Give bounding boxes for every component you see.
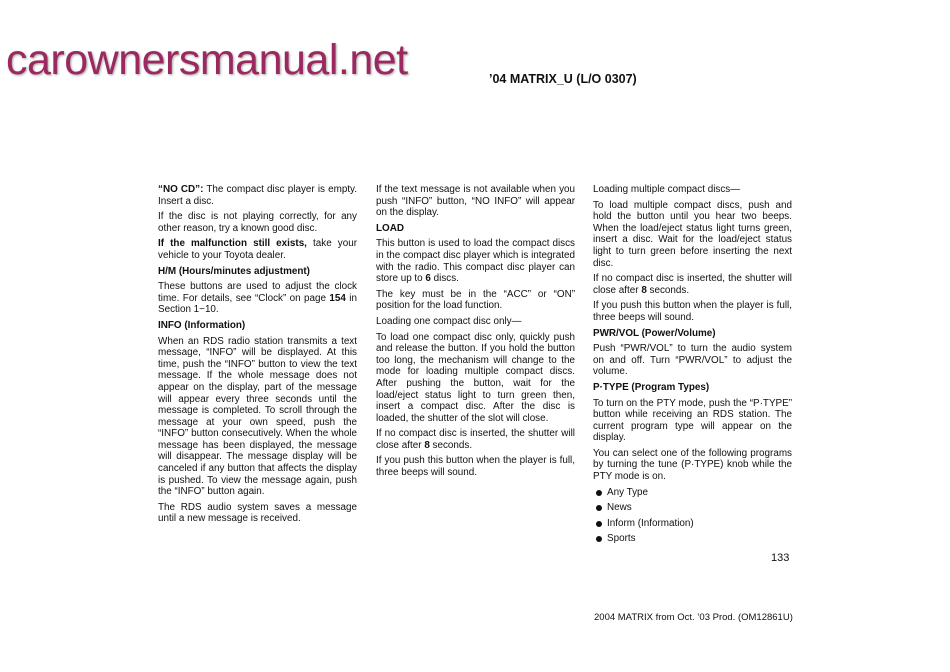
number: 8 — [641, 284, 647, 296]
paragraph: If you push this button when the player is full, three beeps will sound. — [376, 455, 575, 479]
paragraph — [158, 184, 357, 207]
section-heading: INFO (Information) — [158, 319, 246, 331]
text: seconds. — [646, 284, 690, 296]
list-item — [593, 487, 792, 499]
page-reference: 154 — [329, 292, 346, 304]
list-item — [593, 533, 792, 545]
bullet-icon — [596, 536, 602, 542]
list-item-label: Any Type — [607, 486, 648, 498]
paragraph — [158, 238, 357, 261]
column-2 — [376, 184, 575, 483]
text: seconds. — [429, 439, 473, 451]
page-footer: 2004 MATRIX from Oct. ’03 Prod. (OM12861U) — [594, 612, 793, 623]
column-1 — [158, 184, 357, 529]
text: discs. — [430, 273, 459, 285]
paragraph: When an RDS radio station transmits a text message, “INFO” will be displayed. At this time, push the “INFO” button to view the text message. If the whole message does not appear on the display, part of the message will appear every three seconds until the message is completed. To scroll through the message at your own speed, push the “INFO” button consecutively. When the whole message has been displayed, the message will disappear. The message display will be canceled if any button that affects the display is pushed. To view the message again, push the “INFO” button again. — [158, 335, 357, 498]
paragraph — [593, 273, 792, 296]
bullet-icon — [596, 490, 602, 496]
paragraph: If the disc is not playing correctly, for any other reason, try a known good disc. — [158, 211, 357, 234]
number: 8 — [424, 439, 430, 451]
list-item-label: News — [607, 502, 632, 514]
page-header: ’04 MATRIX_U (L/O 0307) — [489, 72, 637, 86]
bullet-icon — [596, 521, 602, 527]
text: This button is used to load the compact discs in the compact disc player which is integrated with the radio. This compact disc player can store up to — [376, 238, 575, 285]
paragraph: Loading one compact disc only— — [376, 315, 522, 327]
text: These buttons are used to adjust the clock time. For details, see “Clock” on page — [158, 281, 357, 304]
paragraph: To load multiple compact discs, push and hold the button until you hear two beeps. When the load/eject status light turns green, insert a disc. Wait for the load/eject status light to turn green before inserting the next disc. — [593, 199, 792, 269]
paragraph — [376, 238, 575, 284]
list-item-label: Sports — [607, 533, 636, 545]
section-heading: H/M (Hours/minutes adjustment) — [158, 265, 310, 277]
text: The compact disc player is empty. Insert a disc. — [158, 184, 358, 207]
list-item — [593, 518, 792, 530]
paragraph: You can select one of the following programs by turning the tune (P·TYPE) knob while the PTY mode is on. — [593, 447, 792, 483]
number: 6 — [425, 273, 431, 285]
list-item — [593, 502, 792, 514]
paragraph: Loading multiple compact discs— — [593, 184, 741, 195]
column-3 — [593, 184, 792, 549]
bullet-icon — [596, 505, 602, 511]
bold-lead: If the malfunction still exists, — [158, 238, 307, 250]
paragraph: The RDS audio system saves a message until a new message is received. — [158, 501, 357, 525]
watermark-logo: carownersmanual.net — [6, 36, 408, 84]
text: in Section 1−10. — [158, 292, 357, 316]
section-heading: LOAD — [376, 222, 404, 234]
paragraph: The key must be in the “ACC” or “ON” position for the load function. — [376, 288, 575, 312]
paragraph: To turn on the PTY mode, push the “P·TYPE” button while receiving an RDS station. The current program type will appear on the display. — [593, 397, 792, 444]
text: If no compact disc is inserted, the shutter will close after — [593, 273, 792, 296]
section-heading: P·TYPE (Program Types) — [593, 381, 710, 393]
bold-lead: “NO CD”: — [158, 184, 204, 195]
paragraph: If the text message is not available when you push “INFO” button, “NO INFO” will appear on the display. — [376, 184, 575, 219]
list-item-label: Inform (Information) — [607, 517, 694, 529]
paragraph — [376, 428, 575, 451]
paragraph: To load one compact disc only, quickly push and release the button. If you hold the button too long, the mechanism will change to the mode for loading multiple compact discs. After pushing the button, wait for the load/eject status light to turn green then, insert a compact disc. After the disc is loaded, the shutter of the slot will close. — [376, 331, 575, 424]
paragraph: If you push this button when the player is full, three beeps will sound. — [593, 300, 792, 323]
text: If no compact disc is inserted, the shutter will close after — [376, 428, 575, 451]
section-heading: PWR/VOL (Power/Volume) — [593, 327, 716, 339]
page-number: 133 — [771, 552, 790, 564]
program-type-list — [593, 487, 792, 545]
text: take your vehicle to your Toyota dealer. — [158, 238, 357, 261]
paragraph: Push “PWR/VOL” to turn the audio system on and off. Turn “PWR/VOL” to adjust the volume. — [593, 343, 792, 378]
paragraph — [158, 281, 357, 316]
